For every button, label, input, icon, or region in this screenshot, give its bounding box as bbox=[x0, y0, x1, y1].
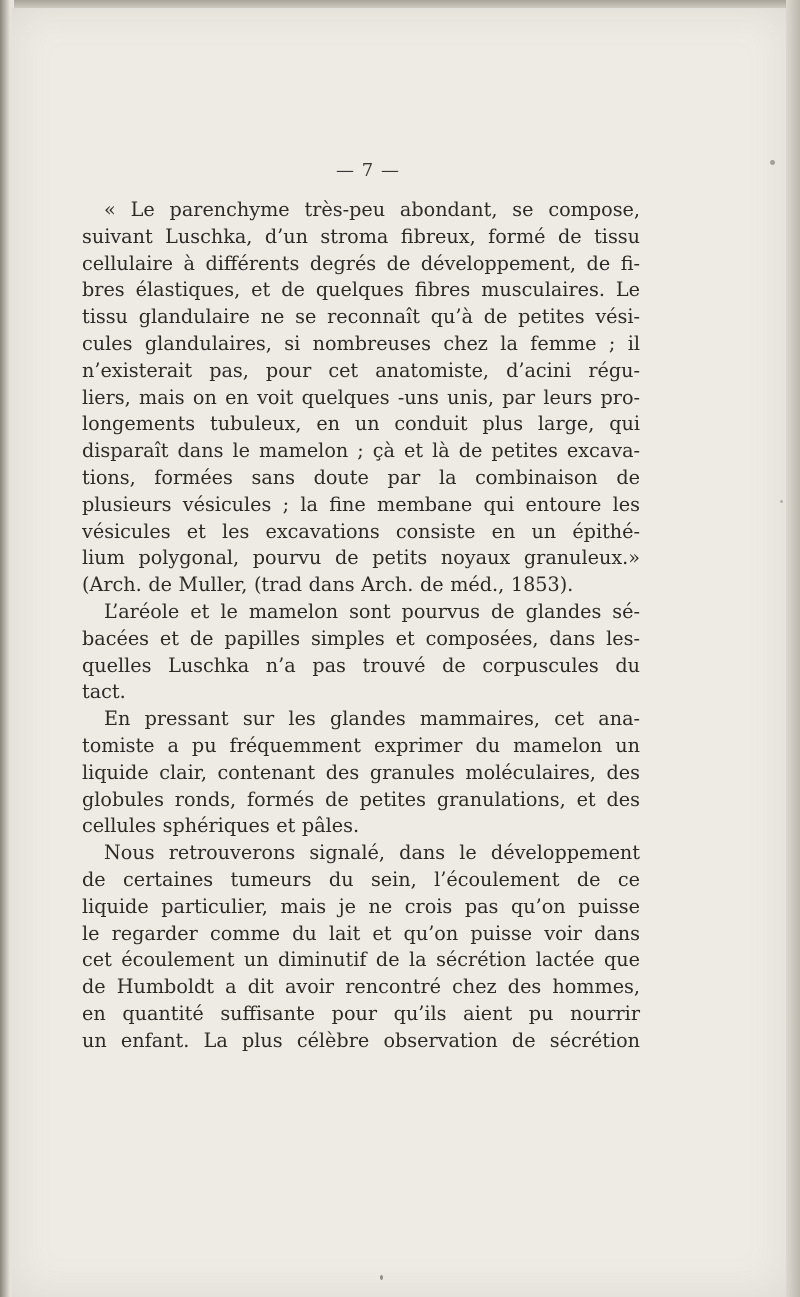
text-line: le regarder comme du lait et qu’on puisse voir dans bbox=[82, 921, 640, 945]
text-line: de certaines tumeurs du sein, l’écoulement de ce bbox=[82, 867, 640, 891]
text-line: liquide particulier, mais je ne crois pas qu’on puisse bbox=[82, 894, 640, 918]
page-number: — 7 — bbox=[336, 160, 400, 181]
text-line: cellules sphériques et pâles. bbox=[82, 814, 360, 838]
text-line: L’aréole et le mamelon sont pourvus de glandes sé- bbox=[104, 599, 640, 623]
text-line: n’existerait pas, pour cet anatomiste, d’acini régu- bbox=[82, 358, 640, 382]
text-line: liers, mais on en voit quelques -uns unis, par leurs pro- bbox=[82, 385, 640, 409]
ink-speck bbox=[780, 500, 783, 503]
text-line: cellulaire à différents degrés de développement, de fi- bbox=[82, 251, 640, 275]
text-line: bacées et de papilles simples et composées, dans les- bbox=[82, 626, 640, 650]
text-line: longements tubuleux, en un conduit plus large, qui bbox=[82, 412, 640, 436]
text-line: « Le parenchyme très-peu abondant, se compose, bbox=[104, 198, 640, 221]
text-line: cet écoulement un diminutif de la sécrétion lactée que bbox=[82, 948, 640, 972]
text-line: tomiste a pu fréquemment exprimer du mamelon un bbox=[82, 733, 640, 757]
text-line: tissu glandulaire ne se reconnaît qu’à de petites vési- bbox=[82, 305, 640, 329]
page-right-edge bbox=[786, 0, 800, 1297]
text-line: suivant Luschka, d’un stroma fibreux, formé de tissu bbox=[82, 224, 640, 248]
text-line: en quantité suffisante pour qu’ils aient pu nourrir bbox=[82, 1001, 640, 1025]
ink-speck bbox=[770, 160, 775, 165]
text-line: tions, formées sans doute par la combinaison de bbox=[82, 465, 640, 489]
text-line: Nous retrouverons signalé, dans le développement bbox=[104, 841, 640, 865]
text-line: En pressant sur les glandes mammaires, cet ana- bbox=[104, 707, 640, 731]
text-line: cules glandulaires, si nombreuses chez la femme ; il bbox=[82, 331, 640, 355]
text-line: disparaît dans le mamelon ; çà et là de petites excava- bbox=[82, 439, 640, 463]
body-text bbox=[82, 197, 640, 1055]
text-line: tact. bbox=[82, 680, 126, 704]
text-line: vésicules et les excavations consiste en un épithé- bbox=[82, 519, 640, 543]
text-line: lium polygonal, pourvu de petits noyaux granuleux.» bbox=[82, 546, 640, 570]
text-line: bres élastiques, et de quelques fibres musculaires. Le bbox=[82, 278, 640, 302]
text-line: globules ronds, formés de petites granulations, et des bbox=[82, 787, 640, 811]
text-line: (Arch. de Muller, (trad dans Arch. de méd., 1853). bbox=[82, 573, 574, 597]
text-line: plusieurs vésicules ; la fine membane qui entoure les bbox=[82, 492, 640, 516]
text-line: quelles Luschka n’a pas trouvé de corpuscules du bbox=[82, 653, 640, 677]
text-line: de Humboldt a dit avoir rencontré chez des hommes, bbox=[82, 975, 640, 999]
text-line: liquide clair, contenant des granules moléculaires, des bbox=[82, 760, 640, 784]
ink-speck bbox=[380, 1275, 383, 1280]
text-line: un enfant. La plus célèbre observation de sécrétion bbox=[82, 1028, 640, 1052]
